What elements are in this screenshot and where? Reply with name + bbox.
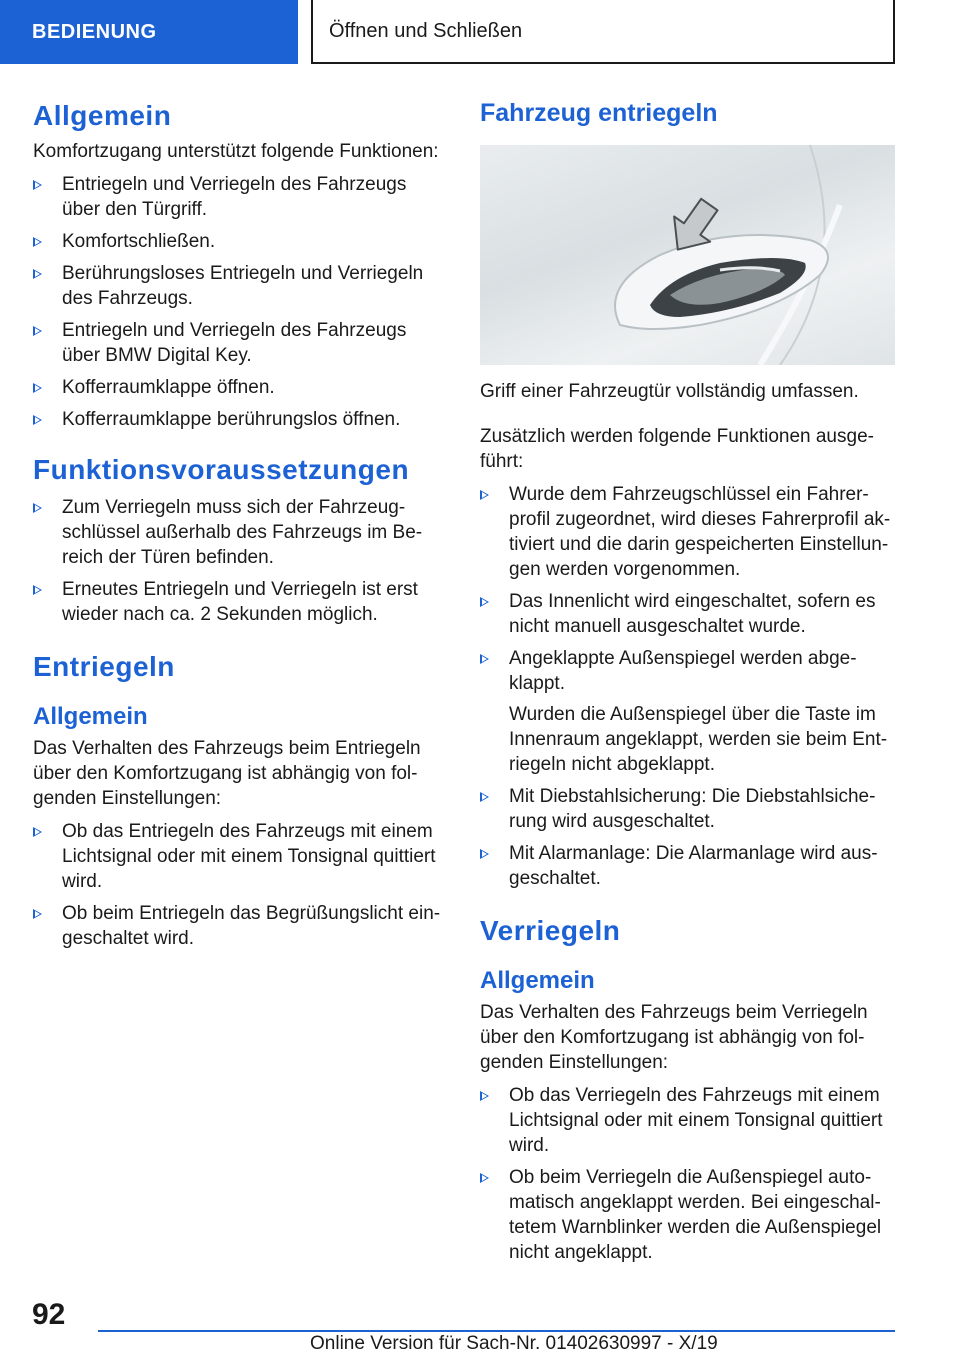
- chapter-header: [311, 0, 895, 64]
- zusatz-list: [480, 482, 895, 891]
- bullet-triangle-icon: [480, 597, 489, 607]
- bullet-triangle-icon: [33, 269, 42, 279]
- bullet-triangle-icon: [33, 383, 42, 393]
- bullet-triangle-icon: [33, 909, 42, 919]
- bullet-triangle-icon: [33, 180, 42, 190]
- bullet-triangle-icon: [480, 1091, 489, 1101]
- list-item: Ob das Entriegeln des Fahrzeugs mit einem Lichtsignal oder mit einem Tonsignal quittiert wird.: [33, 819, 448, 894]
- list-item: Komfortschließen.: [33, 229, 448, 254]
- bullet-triangle-icon: [480, 792, 489, 802]
- list-item: Ob beim Verriegeln die Außenspiegel automatisch angeklappt werden. Bei eingeschaltetem Warnblinker werden die Außenspiegel nicht angeklappt.: [480, 1165, 895, 1265]
- list-item: Entriegeln und Verriegeln des Fahrzeugs über BMW Digital Key.: [33, 318, 448, 368]
- bullet-triangle-icon: [480, 654, 489, 664]
- bullet-triangle-icon: [33, 503, 42, 513]
- online-version-text: Online Version für Sach-Nr. 01402630997 - X/19: [310, 1333, 718, 1354]
- verriegeln-intro: Das Verhalten des Fahrzeugs beim Verriegeln über den Komfortzugang ist abhängig von folgenden Einstellungen:: [480, 1002, 868, 1074]
- section-title: BEDIENUNG: [32, 20, 157, 43]
- list-item: Kofferraumklappe öffnen.: [33, 375, 448, 400]
- section-tab: [0, 0, 298, 64]
- entriegeln-intro: Das Verhalten des Fahrzeugs beim Entriegeln über den Komfortzugang ist abhängig von folgenden Einstellungen:: [33, 738, 421, 809]
- door-handle-image: [480, 145, 895, 365]
- funktions-list: [33, 495, 448, 627]
- list-item: Zum Verriegeln muss sich der Fahrzeugschlüssel außerhalb des Fahrzeugs im Bereich der Türen befinden.: [33, 495, 448, 570]
- subheading-allgemein: Allgemein: [33, 703, 148, 730]
- door-handle-illustration: [480, 145, 895, 365]
- list-item: Mit Alarmanlage: Die Alarmanlage wird ausgeschaltet.: [480, 841, 895, 891]
- zusatz-note: Wurden die Außenspiegel über die Taste im Innenraum angeklappt, werden sie beim Entriegeln nicht abgeklappt.: [509, 704, 888, 776]
- list-item: Kofferraumklappe berührungslos öffnen.: [33, 407, 448, 432]
- allgemein-intro: Komfortzugang unterstützt folgende Funktionen:: [33, 141, 439, 162]
- list-item: Ob das Verriegeln des Fahrzeugs mit einem Lichtsignal oder mit einem Tonsignal quittiert wird.: [480, 1083, 895, 1158]
- footer-divider: [98, 1330, 895, 1332]
- page-number: 92: [32, 1298, 66, 1331]
- list-item: Berührungsloses Entriegeln und Verriegeln des Fahrzeugs.: [33, 261, 448, 311]
- entriegeln-list: [33, 819, 448, 951]
- bullet-triangle-icon: [33, 585, 42, 595]
- left-column: [33, 98, 448, 951]
- list-item: Ob beim Entriegeln das Begrüßungslicht eingeschaltet wird.: [33, 901, 448, 951]
- list-item: Entriegeln und Verriegeln des Fahrzeugs über den Türgriff.: [33, 172, 448, 222]
- heading-fahrzeug-entriegeln: Fahrzeug entriegeln: [480, 99, 718, 127]
- list-item: Mit Diebstahlsicherung: Die Diebstahlsicherung wird ausgeschaltet.: [480, 784, 895, 834]
- heading-entriegeln: Entriegeln: [33, 651, 175, 682]
- verriegeln-list: [480, 1083, 895, 1265]
- bullet-triangle-icon: [33, 827, 42, 837]
- heading-verriegeln: Verriegeln: [480, 915, 621, 947]
- right-column: [480, 98, 895, 1265]
- bullet-triangle-icon: [33, 415, 42, 425]
- chapter-title: Öffnen und Schließen: [329, 19, 523, 42]
- list-item: Angeklappte Außenspiegel werden abgeklappt. Wurden die Außenspiegel über die Taste im Innenraum angeklappt, werden sie beim Entriegeln nicht abgeklappt.: [480, 646, 895, 777]
- subheading-allgemein: Allgemein: [480, 967, 595, 995]
- heading-funktionsvoraussetzungen: Funktionsvoraussetzungen: [33, 454, 410, 485]
- bullet-triangle-icon: [33, 326, 42, 336]
- bullet-triangle-icon: [480, 490, 489, 500]
- bullet-triangle-icon: [480, 1173, 489, 1183]
- bullet-triangle-icon: [33, 237, 42, 247]
- allgemein-list: [33, 172, 448, 432]
- bullet-triangle-icon: [480, 849, 489, 859]
- figure-caption: Griff einer Fahrzeugtür vollständig umfassen.: [480, 381, 859, 403]
- list-item: Erneutes Entriegeln und Verriegeln ist erst wieder nach ca. 2 Sekunden möglich.: [33, 577, 448, 627]
- zusatz-intro: Zusätzlich werden folgende Funktionen ausgeführt:: [480, 426, 874, 473]
- list-item: Wurde dem Fahrzeugschlüssel ein Fahrerprofil zugeordnet, wird dieses Fahrerprofil aktiviert und die darin gespeicherten Einstellungen werden vorgenommen.: [480, 482, 895, 582]
- heading-allgemein: Allgemein: [33, 100, 172, 131]
- list-item: Das Innenlicht wird eingeschaltet, sofern es nicht manuell ausgeschaltet wurde.: [480, 589, 895, 639]
